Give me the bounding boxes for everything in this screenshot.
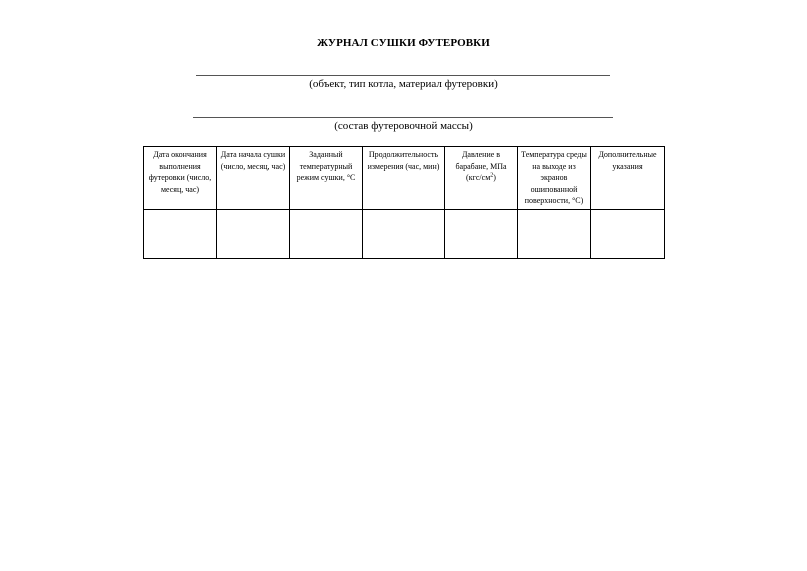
table-cell[interactable]: [518, 209, 591, 258]
header-drum-pressure: [445, 147, 518, 210]
table-cell[interactable]: [144, 209, 217, 258]
header-finish-date: Дата окончания выполнения футеровки (число, месяц, час): [144, 147, 217, 210]
header-drum-pressure-text: Давление в барабане, МПа (кгс/см: [455, 150, 507, 182]
object-caption: (объект, тип котла, материал футеровки): [309, 78, 498, 90]
table-cell[interactable]: [217, 209, 290, 258]
header-drum-pressure-sup: 2: [490, 172, 494, 179]
drying-journal-table: [143, 146, 665, 259]
object-fill-line: [196, 75, 610, 76]
table-cell[interactable]: [445, 209, 518, 258]
header-duration: Продолжительность измерения (час, мин): [363, 147, 445, 210]
header-additional-notes: Дополнительные указания: [591, 147, 665, 210]
header-drying-start-date: Дата начала сушки (число, месяц, час): [217, 147, 290, 210]
composition-caption: (состав футеровочной массы): [334, 120, 473, 132]
header-outlet-temperature: Температура среды на выходе из экранов ошипованной поверхности, °С): [518, 147, 591, 210]
header-drying-mode: Заданный температурный режим сушки, °С: [290, 147, 363, 210]
header-drum-pressure-close: ): [493, 173, 496, 182]
composition-fill-line: [193, 117, 613, 118]
table-cell[interactable]: [591, 209, 665, 258]
table-row: [144, 209, 665, 258]
document-title: ЖУРНАЛ СУШКИ ФУТЕРОВКИ: [317, 37, 490, 49]
table-cell[interactable]: [363, 209, 445, 258]
table-cell[interactable]: [290, 209, 363, 258]
table-header-row: [144, 147, 665, 210]
